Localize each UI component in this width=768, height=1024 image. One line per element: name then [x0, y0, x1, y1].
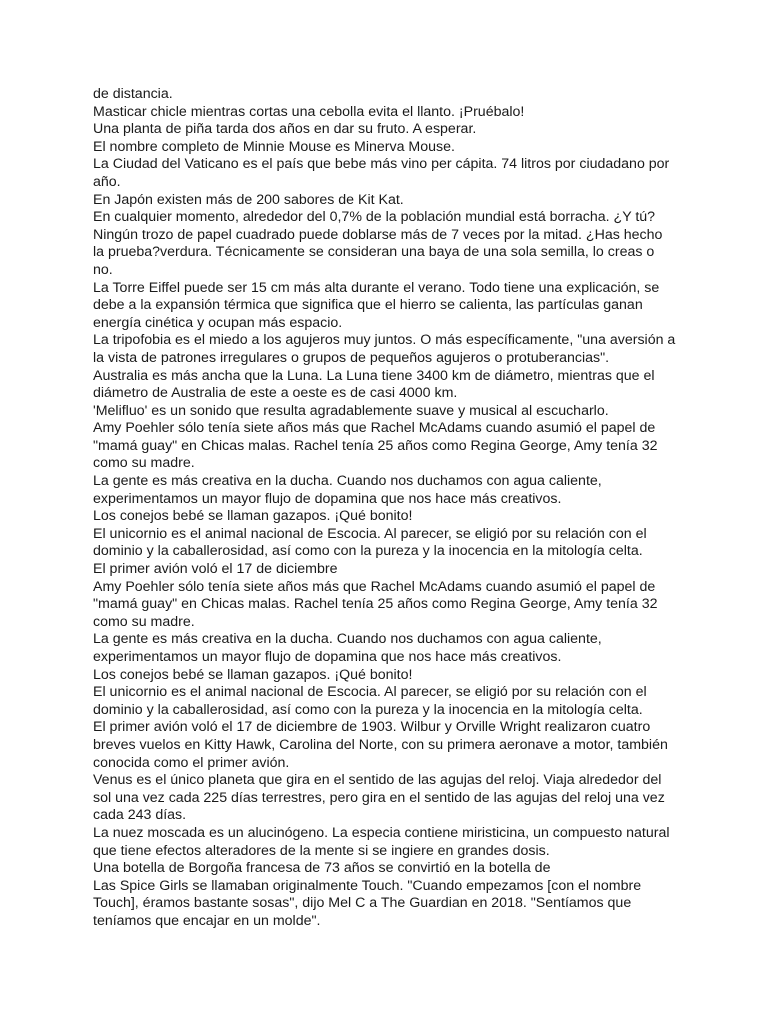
text-line: Los conejos bebé se llaman gazapos. ¡Qué bonito! — [93, 508, 413, 525]
text-line: no. — [93, 261, 113, 278]
text-line: de distancia. — [93, 86, 173, 102]
text-line: El primer avión voló el 17 de diciembre — [93, 561, 338, 578]
text-line: año. — [93, 173, 121, 190]
text-line: teníamos que encajar en un molde". — [93, 912, 321, 929]
text-line: conocida como el primer avión. — [93, 754, 290, 771]
text-line: experimentamos un mayor flujo de dopamina que nos hace más creativos. — [93, 649, 562, 665]
text-line: La tripofobia es el miedo a los agujeros muy juntos. O más específicamente, "una aversión a — [93, 332, 676, 349]
text-line: Venus es el único planeta que gira en el sentido de las agujas del reloj. Viaja alrededor del — [93, 772, 662, 789]
text-line: "mamá guay" en Chicas malas. Rachel tenía 25 años como Regina George, Amy tenía 32 — [93, 596, 658, 613]
text-line: energía cinética y ocupan más espacio. — [93, 314, 343, 331]
document-body — [93, 86, 683, 931]
text-line: El primer avión voló el 17 de diciembre de 1903. Wilbur y Orville Wright realizaron cuatro — [93, 719, 651, 736]
text-line: La gente es más creativa en la ducha. Cuando nos duchamos con agua caliente, — [93, 631, 602, 648]
text-line: sol una vez cada 225 días terrestres, pero gira en el sentido de las agujas del reloj una vez — [93, 789, 665, 806]
text-line: breves vuelos en Kitty Hawk, Carolina del Norte, con su primera aeronave a motor, también — [93, 736, 668, 753]
text-line: El unicornio es el animal nacional de Escocia. Al parecer, se eligió por su relación con el — [93, 684, 647, 701]
text-line: Los conejos bebé se llaman gazapos. ¡Qué bonito! — [93, 666, 413, 683]
text-line: La Ciudad del Vaticano es el país que bebe más vino per cápita. 74 litros por ciudadano por — [93, 156, 670, 173]
text-line: debe a la expansión térmica que significa que el hierro se calienta, las partículas ganan — [93, 297, 643, 314]
text-line: Amy Poehler sólo tenía siete años más que Rachel McAdams cuando asumió el papel de — [93, 420, 656, 437]
text-line: dominio y la caballerosidad, así como con la pureza y la inocencia en la mitología celta. — [93, 543, 643, 560]
text-line: Ningún trozo de papel cuadrado puede doblarse más de 7 veces por la mitad. ¿Has hecho — [93, 226, 663, 243]
text-line: En Japón existen más de 200 sabores de Kit Kat. — [93, 191, 404, 208]
text-line: diámetro de Australia de este a oeste es de casi 4000 km. — [93, 385, 458, 402]
text-line: dominio y la caballerosidad, así como con la pureza y la inocencia en la mitología celta. — [93, 701, 643, 718]
text-line: Las Spice Girls se llamaban originalmente Touch. "Cuando empezamos [con el nombre — [93, 877, 642, 894]
text-line: la prueba?verdura. Técnicamente se consideran una baya de una sola semilla, lo creas o — [93, 244, 655, 261]
text-line: La gente es más creativa en la ducha. Cuando nos duchamos con agua caliente, — [93, 473, 602, 490]
text-line: que tiene efectos alteradores de la mente si se ingiere en grandes dosis. — [93, 842, 550, 859]
text-line: El unicornio es el animal nacional de Escocia. Al parecer, se eligió por su relación con el — [93, 525, 647, 542]
text-line: En cualquier momento, alrededor del 0,7% de la población mundial está borracha. ¿Y tú? — [93, 209, 656, 226]
text-line: experimentamos un mayor flujo de dopamina que nos hace más creativos. — [93, 490, 562, 507]
text-line: Masticar chicle mientras cortas una cebolla evita el llanto. ¡Pruébalo! — [93, 103, 525, 120]
text-line: Una botella de Borgoña francesa de 73 años se convirtió en la botella de — [93, 860, 551, 877]
text-line: como su madre. — [93, 455, 195, 472]
text-line: Una planta de piña tarda dos años en dar su fruto. A esperar. — [93, 121, 477, 138]
text-line: como su madre. — [93, 613, 195, 630]
text-line: La nuez moscada es un alucinógeno. La especia contiene miristicina, un compuesto natural — [93, 824, 670, 841]
text-line: El nombre completo de Minnie Mouse es Minerva Mouse. — [93, 138, 455, 155]
text-line: Touch], éramos bastante sosas", dijo Mel C a The Guardian en 2018. "Sentíamos que — [93, 895, 632, 912]
text-line: "mamá guay" en Chicas malas. Rachel tenía 25 años como Regina George, Amy tenía 32 — [93, 437, 658, 454]
text-line: cada 243 días. — [93, 807, 187, 824]
text-line: Australia es más ancha que la Luna. La Luna tiene 3400 km de diámetro, mientras que el — [93, 367, 655, 384]
text-line: La Torre Eiffel puede ser 15 cm más alta durante el verano. Todo tiene una explicación, se — [93, 279, 660, 296]
text-line: Amy Poehler sólo tenía siete años más que Rachel McAdams cuando asumió el papel de — [93, 578, 656, 595]
text-line: 'Melifluo' es un sonido que resulta agradablemente suave y musical al escucharlo. — [93, 402, 609, 419]
text-line: la vista de patrones irregulares o grupos de pequeños agujeros o protuberancias". — [93, 349, 610, 366]
